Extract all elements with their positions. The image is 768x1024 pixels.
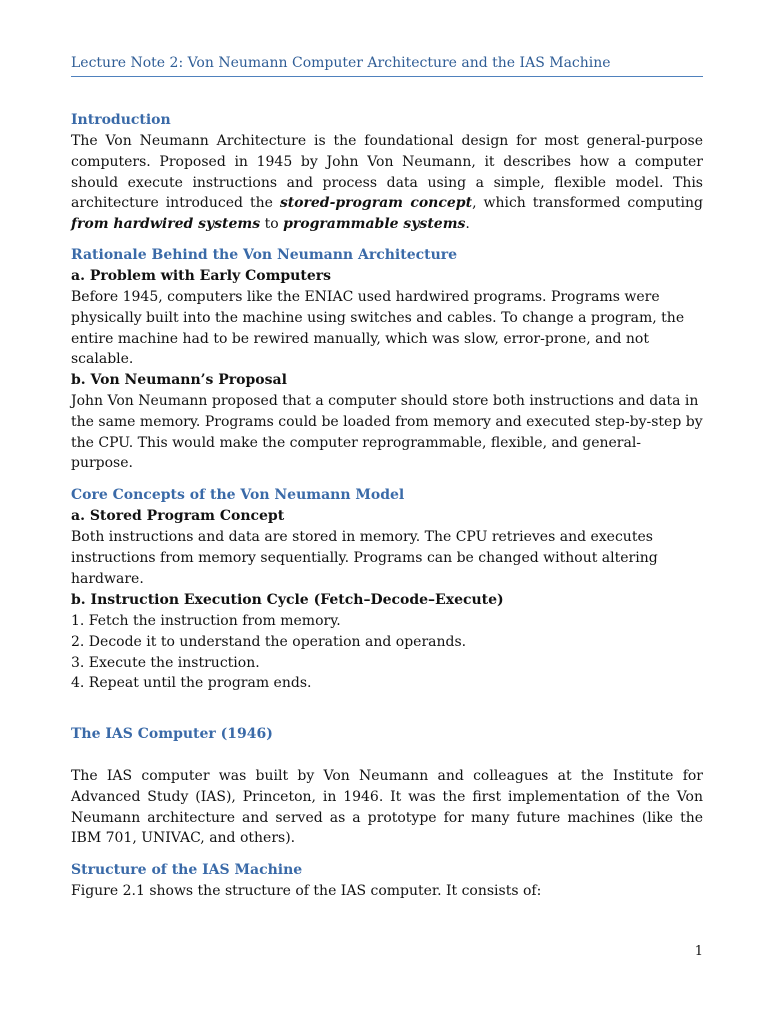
structure-heading: Structure of the IAS Machine xyxy=(71,862,303,878)
section-ias-heading xyxy=(71,724,703,745)
section-rationale xyxy=(71,245,703,370)
cycle-step: 3. Execute the instruction. xyxy=(71,654,260,671)
rationale-heading: Rationale Behind the Von Neumann Architecture xyxy=(71,247,458,263)
intro-emphasis-programmable: programmable systems xyxy=(283,216,466,233)
structure-paragraph: Figure 2.1 shows the structure of the IAS computer. It consists of: xyxy=(71,883,542,899)
page-number: 1 xyxy=(694,944,703,959)
intro-text-3: to xyxy=(260,216,284,233)
intro-emphasis-stored-program: stored-program concept xyxy=(279,195,473,212)
core-b-title: b. Instruction Execution Cycle (Fetch–Decode–Execute) xyxy=(71,592,504,608)
intro-text-4: . xyxy=(465,216,470,233)
section-core-concepts xyxy=(71,485,703,589)
rationale-a-title: a. Problem with Early Computers xyxy=(71,268,331,284)
cycle-step: 1. Fetch the instruction from memory. xyxy=(71,613,341,629)
core-a-title: a. Stored Program Concept xyxy=(71,508,285,524)
cycle-step: 2. Decode it to understand the operation and operands. xyxy=(71,633,467,650)
core-heading: Core Concepts of the Von Neumann Model xyxy=(71,487,405,503)
section-rationale-b xyxy=(71,370,703,474)
rationale-a-paragraph: Before 1945, computers like the ENIAC used hardwired programs. Programs were physically built into the machine using switches and cables. To change a program, the entire machine had to be rewired manually, which was slow, error-prone, and not scalable. xyxy=(71,289,685,368)
intro-text-1: The Von Neumann Architecture is the foundational design for most general-purpose computers. Proposed in 1945 by John Von Neumann, it describes how a computer should execute instructions and process data using a simple, flexible model. This architecture introduced the xyxy=(71,133,703,212)
intro-text-2: , which transformed computing xyxy=(472,195,703,212)
section-structure xyxy=(71,860,703,902)
cycle-step: 4. Repeat until the program ends. xyxy=(71,675,312,692)
section-ias-text xyxy=(71,766,703,849)
rationale-b-paragraph: John Von Neumann proposed that a computer should store both instructions and data in the same memory. Programs could be loaded from memory and executed step-by-step by the CPU. This would make the computer reprogrammable, flexible, and general-purpose. xyxy=(71,393,703,472)
core-a-paragraph: Both instructions and data are stored in memory. The CPU retrieves and executes instructions from memory sequentially. Programs can be changed without altering hardware. xyxy=(71,529,658,587)
running-header: Lecture Note 2: Von Neumann Computer Architecture and the IAS Machine xyxy=(71,55,703,77)
introduction-paragraph xyxy=(71,131,703,235)
ias-heading: The IAS Computer (1946) xyxy=(71,726,273,742)
ias-paragraph: The IAS computer was built by Von Neumann and colleagues at the Institute for Advanced Study (IAS), Princeton, in 1946. It was the first implementation of the Von Neumann architecture and served as a prototype for many future machines (like the IBM 701, UNIVAC, and others). xyxy=(71,768,703,847)
intro-emphasis-hardwired: from hardwired systems xyxy=(71,216,261,233)
section-introduction xyxy=(71,110,703,235)
rationale-b-title: b. Von Neumann’s Proposal xyxy=(71,372,287,388)
section-execution-cycle xyxy=(71,590,703,694)
introduction-heading: Introduction xyxy=(71,112,171,128)
